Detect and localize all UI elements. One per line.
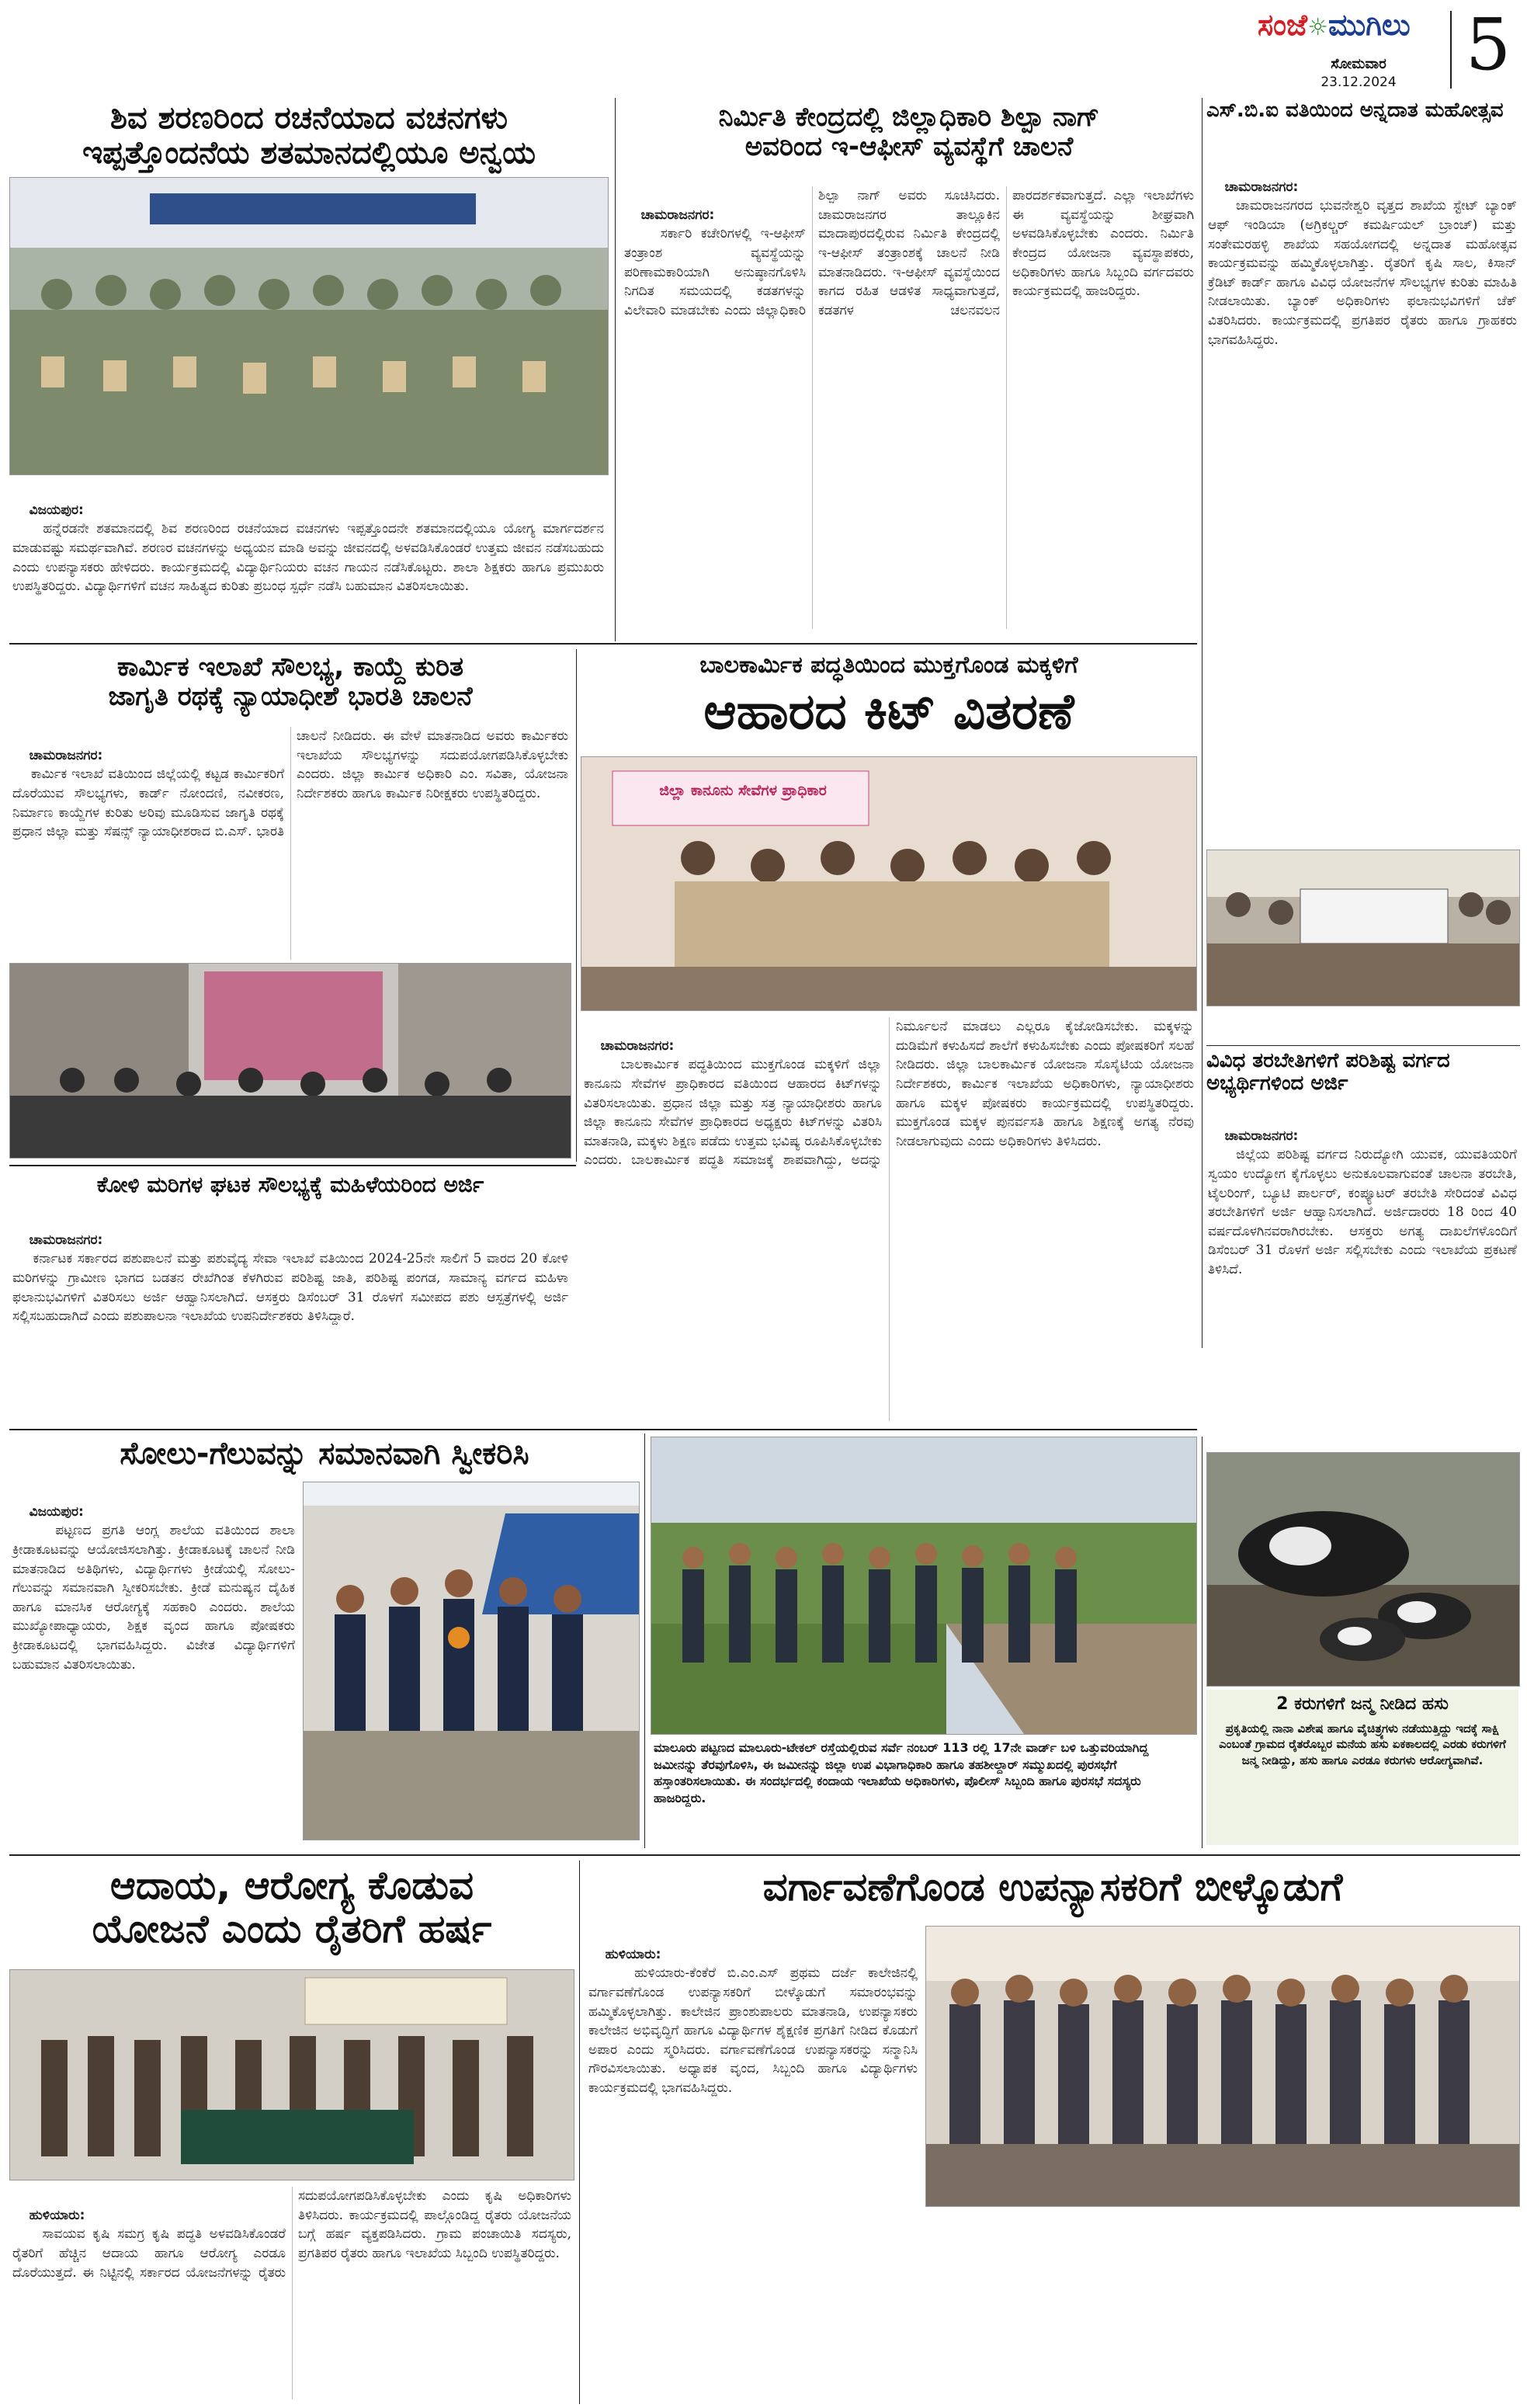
headline-line-2: ಯೋಜನೆ ಎಂದು ರೈತರಿಗೆ ಹರ್ಷ xyxy=(92,1906,492,1951)
headline-line-1: ಆದಾಯ, ಆರೋಗ್ಯ ಕೊಡುವ xyxy=(109,1863,474,1908)
dateline: ಚಾಮರಾಜನಗರ: xyxy=(640,207,715,223)
article-body xyxy=(584,1017,1199,1421)
masthead-day: ಸೋಮವಾರ xyxy=(1331,56,1386,72)
column-rule xyxy=(1202,98,1203,1348)
article-body xyxy=(624,186,1199,629)
body-text: ಜಿಲ್ಲೆಯ ಪರಿಶಿಷ್ಟ ವರ್ಗದ ನಿರುದ್ಯೋಗಿ ಯುವಕ, ಯುವತಿಯರಿಗೆ ಸ್ವಯಂ ಉದ್ಯೋಗ ಕೈಗೊಳ್ಳಲು ಅನುಕೂಲವಾಗುವಂತೆ ಚಾಲನಾ ತರಬೇತಿ, ಟೈಲರಿಂಗ್, ಬ್ಯೂಟಿ ಪಾರ್ಲರ್, ಕಂಪ್ಯೂಟರ್ ತರಬೇತಿ ಸೇರಿದಂತೆ ವಿವಿಧ ತರಬೇತಿಗಳಿಗೆ ಅರ್ಜಿ ಆಹ್ವಾನಿಸಲಾಗಿದೆ. ಅರ್ಜಿದಾರರು 18 ರಿಂದ 40 ವರ್ಷದೊಳಗಿನವರಾಗಿರಬೇಕು. ಆಸಕ್ತರು ಅಗತ್ಯ ದಾಖಲೆಗಳೊಂದಿಗೆ ಡಿಸೆಂಬರ್ 31 ರೊಳಗೆ ಅರ್ಜಿ ಸಲ್ಲಿಸಬೇಕು ಎಂದು ಇಲಾಖೆಯ ಪ್ರಕಟಣೆ ತಿಳಿಸಿದೆ. xyxy=(1208,1147,1522,1278)
banner-text: ಜಿಲ್ಲಾ ಕಾನೂನು ಸೇವೆಗಳ ಪ್ರಾಧಿಕಾರ xyxy=(659,782,827,799)
photo-cow-calves xyxy=(1206,1452,1520,1687)
article-body xyxy=(1208,158,1522,749)
masthead xyxy=(1258,3,1522,93)
headline xyxy=(9,652,571,711)
article-cow xyxy=(1206,1452,1520,1848)
dateline: ಚಾಮರಾಜನಗರ: xyxy=(29,1232,103,1248)
headline: ಎಸ್.ಬಿ.ಐ ವತಿಯಿಂದ ಅನ್ನದಾತ ಮಹೋತ್ಸವ xyxy=(1206,99,1504,122)
article-body xyxy=(1208,1107,1522,1441)
article-body xyxy=(12,727,573,960)
article-sports xyxy=(9,1433,640,1848)
headline-kicker: ಬಾಲಕಾರ್ಮಿಕ ಪದ್ಧತಿಯಿಂದ ಮುಕ್ತಗೊಂಡ ಮಕ್ಕಳಿಗೆ xyxy=(699,652,1078,679)
dateline: ಚಾಮರಾಜನಗರ: xyxy=(1224,1128,1299,1144)
torch-photo-image xyxy=(304,1482,639,1840)
masthead-logo xyxy=(1258,8,1444,54)
article-body xyxy=(12,1483,300,1843)
column-rule xyxy=(615,98,616,641)
dateline: ಚಾಮರಾಜನಗರ: xyxy=(600,1037,675,1054)
farmers-photo-image xyxy=(10,1970,574,2180)
photo-caption: ಮಾಲೂರು ಪಟ್ಟಣದ ಮಾಲೂರು-ಟೇಕಲ್ ರಸ್ತೆಯಲ್ಲಿರುವ ಸರ್ವೆ ನಂಬರ್ 113 ರಲ್ಲಿ 17ನೇ ವಾರ್ಡ್ ಬಳಿ ಒತ್ತುವರಿಯಾಗಿದ್ದ ಜಮೀನನ್ನು ತೆರವುಗೊಳಿಸಿ, ಈ ಜಮೀನನ್ನು ಜಿಲ್ಲಾ ಉಪ ವಿಭಾಗಾಧಿಕಾರಿ ಹಾಗೂ ತಹಶೀಲ್ದಾರ್ ಸಮ್ಮುಖದಲ್ಲಿ ಪುರಸಭೆಗೆ ಹಸ್ತಾಂತರಿಸಲಾಯಿತು. ಈ ಸಂದರ್ಭದಲ್ಲಿ ಕಂದಾಯ ಇಲಾಖೆಯ ಅಧಿಕಾರಿಗಳು, ಪೊಲೀಸ್ ಸಿಬ್ಬಂದಿ ಹಾಗೂ ಪುರಸಭೆ ಸದಸ್ಯರು ಹಾಜರಿದ್ದರು. xyxy=(654,1740,1149,1805)
photo-sports-torch xyxy=(303,1482,640,1840)
headline-main: ಆಹಾರದ ಕಿಟ್ ವಿತರಣೆ xyxy=(703,683,1074,741)
column-rule xyxy=(579,1861,580,2404)
article-body xyxy=(12,2187,576,2399)
section-rule xyxy=(9,1165,576,1166)
headline: ವರ್ಗಾವಣೆಗೊಂಡ ಉಪನ್ಯಾಸಕರಿಗೆ ಬೀಳ್ಕೊಡುಗೆ xyxy=(762,1864,1343,1909)
logo-part-a: ಸಂಜೆ xyxy=(1258,8,1308,42)
headline-line-1: ಶಿವ ಶರಣರಿಂದ ರಚನೆಯಾದ ವಚನಗಳು xyxy=(110,100,508,136)
article-farmers xyxy=(9,1861,574,2404)
article-poultry xyxy=(9,1169,571,1426)
headline-line-2: ಅವರಿಂದ ಇ-ಆಫೀಸ್ ವ್ಯವಸ್ಥೆಗೆ ಚಾಲನೆ xyxy=(744,131,1074,163)
article-training xyxy=(1206,1045,1520,1449)
logo-part-b: ಮುಗಿಲು xyxy=(1327,8,1411,42)
section-rule xyxy=(9,1854,1520,1856)
headline xyxy=(9,1864,574,1951)
masthead-date: 23.12.2024 xyxy=(1321,75,1397,90)
photo-students-vachana xyxy=(9,177,609,475)
photo-awareness-rath xyxy=(9,963,571,1159)
section-rule xyxy=(1206,1045,1520,1046)
headline xyxy=(9,101,609,171)
headline: ಸೋಲು-ಗೆಲುವನ್ನು ಸಮಾನವಾಗಿ ಸ್ವೀಕರಿಸಿ xyxy=(120,1436,529,1472)
article-labour xyxy=(9,649,571,1162)
headline-line-2: ಜಾಗೃತಿ ರಥಕ್ಕೆ ನ್ಯಾಯಾಧೀಶೆ ಭಾರತಿ ಚಾಲನೆ xyxy=(108,681,473,713)
column-rule xyxy=(1202,1437,1203,1848)
article-body xyxy=(12,1211,573,1421)
rath-photo-image xyxy=(10,964,571,1158)
photo-land-site xyxy=(651,1437,1197,1735)
palm-icon: ☼ xyxy=(1307,14,1328,41)
body-text: ಚಾಮರಾಜನಗರದ ಭುವನೇಶ್ವರಿ ವೃತ್ತದ ಶಾಖೆಯ ಸ್ಟೇಟ್ ಬ್ಯಾಂಕ್ ಆಫ್ ಇಂಡಿಯಾ (ಅಗ್ರಿಕಲ್ಚರ್ ಕಮರ್ಷಿಯಲ್ ಬ್ರಾಂಚ್) ಮತ್ತು ಸಂತೇಮರಹಳ್ಳಿ ಶಾಖೆಯ ಸಹಯೋಗದಲ್ಲಿ ಅನ್ನದಾತ ಮಹೋತ್ಸವ ಕಾರ್ಯಕ್ರಮವನ್ನು ಹಮ್ಮಿಕೊಳ್ಳಲಾಗಿತ್ತು. ರೈತರಿಗೆ ಕೃಷಿ ಸಾಲ, ಕಿಸಾನ್ ಕ್ರೆಡಿಟ್ ಕಾರ್ಡ್ ಹಾಗೂ ವಿವಿಧ ಯೋಜನೆಗಳ ಸೌಲಭ್ಯಗಳ ಕುರಿತು ಮಾಹಿತಿ ನೀಡಲಾಯಿತು. ಬ್ಯಾಂಕ್ ಅಧಿಕಾರಿಗಳು ಫಲಾನುಭವಿಗಳಿಗೆ ಚೆಕ್ ವಿತರಿಸಿದರು. ಕಾರ್ಯಕ್ರಮದಲ್ಲಿ ಪ್ರಗತಿಪರ ರೈತರು ಹಾಗೂ ಗ್ರಾಹಕರು ಭಾಗವಹಿಸಿದ್ದರು. xyxy=(1208,198,1522,348)
cow-caption-text: ಪ್ರಕೃತಿಯಲ್ಲಿ ನಾನಾ ವಿಶೇಷ ಹಾಗೂ ವೈಚಿತ್ರ್ಯಗಳು ನಡೆಯುತ್ತಿದ್ದು ಇದಕ್ಕೆ ಸಾಕ್ಷಿ ಎಂಬಂತೆ ಗ್ರಾಮದ ರೈತರೊಬ್ಬರ ಮನೆಯ ಹಸು ಏಕಕಾಲದಲ್ಲಿ ಎರಡು ಕರುಗಳಿಗೆ ಜನ್ಮ ನೀಡಿದ್ದು, ಹಸು ಹಾಗೂ ಎರಡೂ ಕರುಗಳು ಆರೋಗ್ಯವಾಗಿವೆ. xyxy=(1219,1722,1506,1767)
cow-caption-title: 2 ಕರುಗಳಿಗೆ ಜನ್ಮ ನೀಡಿದ ಹಸು xyxy=(1276,1694,1449,1714)
cow-caption-box xyxy=(1206,1690,1518,1845)
photo-cheque-handover xyxy=(1206,850,1520,1006)
headline xyxy=(621,103,1197,162)
dateline: ಚಾಮರಾಜನಗರ: xyxy=(1224,179,1299,195)
body-text: ಕರ್ನಾಟಕ ಸರ್ಕಾರದ ಪಶುಪಾಲನೆ ಮತ್ತು ಪಶುವೈದ್ಯ ಸೇವಾ ಇಲಾಖೆ ವತಿಯಿಂದ 2024-25ನೇ ಸಾಲಿಗೆ 5 ವಾರದ 20 ಕೋಳಿ ಮರಿಗಳನ್ನು ಗ್ರಾಮೀಣ ಭಾಗದ ಬಡತನ ರೇಖೆಗಿಂತ ಕೆಳಗಿರುವ ಪರಿಶಿಷ್ಟ ಜಾತಿ, ಪರಿಶಿಷ್ಟ ಪಂಗಡ, ಸಾಮಾನ್ಯ ವರ್ಗದ ಮಹಿಳಾ ಫಲಾನುಭವಿಗಳಿಗೆ ವಿತರಿಸಲು ಅರ್ಜಿ ಆಹ್ವಾನಿಸಲಾಗಿದೆ. ಆಸಕ್ತರು ಡಿಸೆಂಬರ್ 31 ರೊಳಗೆ ಸಮೀಪದ ಪಶು ಆಸ್ಪತ್ರೆಗಳಲ್ಲಿ ಅರ್ಜಿ ಸಲ್ಲಿಸಬಹುದಾಗಿದೆ ಎಂದು ಪಶುಪಾಲನಾ ಇಲಾಖೆಯ ಉಪನಿರ್ದೇಶಕರು ತಿಳಿಸಿದ್ದಾರೆ. xyxy=(12,1251,573,1325)
dateline: ಚಾಮರಾಜನಗರ: xyxy=(29,747,103,763)
headline-line-1: ಕಾರ್ಮಿಕ ಇಲಾಖೆ ಸೌಲಭ್ಯ, ಕಾಯ್ದೆ ಕುರಿತ xyxy=(116,652,464,683)
land-photo-image xyxy=(651,1437,1196,1734)
body-text: ಸಾವಯವ ಕೃಷಿ ಸಮಗ್ರ ಕೃಷಿ ಪದ್ಧತಿ ಅಳವಡಿಸಿಕೊಂಡರೆ ರೈತರಿಗೆ ಹೆಚ್ಚಿನ ಆದಾಯ ಹಾಗೂ ಆರೋಗ್ಯ ಎರಡೂ ದೊರೆಯುತ್ತದೆ. ಈ ನಿಟ್ಟಿನಲ್ಲಿ ಸರ್ಕಾರದ ಯೋಜನೆಗಳನ್ನು ರೈತರು ಸದುಪಯೋಗಪಡಿಸಿಕೊಳ್ಳಬೇಕು ಎಂದು ಕೃಷಿ ಅಧಿಕಾರಿಗಳು ತಿಳಿಸಿದರು. ಕಾರ್ಯಕ್ರಮದಲ್ಲಿ ಪಾಲ್ಗೊಂಡಿದ್ದ ರೈತರು ಯೋಜನೆಯ ಬಗ್ಗೆ ಹರ್ಷ ವ್ಯಕ್ತಪಡಿಸಿದರು. ಗ್ರಾಮ ಪಂಚಾಯಿತಿ ಸದಸ್ಯರು, ಪ್ರಗತಿಪರ ರೈತರು ಹಾಗೂ ಇಲಾಖೆಯ ಸಿಬ್ಬಂದಿ ಉಪಸ್ಥಿತರಿದ್ದರು. xyxy=(12,2188,576,2281)
dateline: ಹುಳಿಯಾರು: xyxy=(29,2207,85,2223)
group-photo-image xyxy=(10,178,608,474)
article-land-clearance xyxy=(651,1437,1197,1848)
article-vachana xyxy=(9,93,609,637)
page-number: 5 xyxy=(1465,3,1511,86)
headline-line-1: ನಿರ್ಮಿತಿ ಕೇಂದ್ರದಲ್ಲಿ ಜಿಲ್ಲಾಧಿಕಾರಿ ಶಿಲ್ಪಾ ನಾಗ್ xyxy=(718,102,1100,133)
article-body-top xyxy=(588,1926,922,2399)
dateline: ಹುಳಿಯಾರು: xyxy=(605,1946,661,1962)
section-rule xyxy=(9,643,1197,645)
article-eoffice xyxy=(621,93,1197,637)
photo-farewell xyxy=(925,1926,1520,2207)
article-foodkit xyxy=(581,649,1197,1426)
body-text: ಹುಳಿಯಾರು-ಕೆಂಕೆರೆ ಬಿ.ಎಂ.ಎಸ್ ಪ್ರಥಮ ದರ್ಜೆ ಕಾಲೇಜಿನಲ್ಲಿ ವರ್ಗಾವಣೆಗೊಂಡ ಉಪನ್ಯಾಸಕರಿಗೆ ಬೀಳ್ಕೊಡುಗೆ ಸಮಾರಂಭವನ್ನು ಹಮ್ಮಿಕೊಳ್ಳಲಾಗಿತ್ತು. ಕಾಲೇಜಿನ ಪ್ರಾಂಶುಪಾಲರು ಮಾತನಾಡಿ, ಉಪನ್ಯಾಸಕರು ಕಾಲೇಜಿನ ಅಭಿವೃದ್ಧಿಗೆ ಹಾಗೂ ವಿದ್ಯಾರ್ಥಿಗಳ ಶೈಕ್ಷಣಿಕ ಪ್ರಗತಿಗೆ ನೀಡಿದ ಕೊಡುಗೆ ಅಪಾರ ಎಂದು ಸ್ಮರಿಸಿದರು. ವರ್ಗಾವಣೆಗೊಂಡ ಉಪನ್ಯಾಸಕರನ್ನು ಸನ್ಮಾನಿಸಿ ಗೌರವಿಸಲಾಯಿತು. ಅಧ್ಯಾಪಕ ವೃಂದ, ಸಿಬ್ಬಂದಿ ಹಾಗೂ ವಿದ್ಯಾರ್ಥಿಗಳು ಕಾರ್ಯಕ್ರಮದಲ್ಲಿ ಭಾಗವಹಿಸಿದ್ದರು. xyxy=(588,1965,922,2097)
body-text: ಸರ್ಕಾರಿ ಕಚೇರಿಗಳಲ್ಲಿ ಇ-ಆಫೀಸ್ ತಂತ್ರಾಂಶ ವ್ಯವಸ್ಥೆಯನ್ನು ಪರಿಣಾಮಕಾರಿಯಾಗಿ ಅನುಷ್ಠಾನಗೊಳಿಸಿ ನಿಗದಿತ ಸಮಯದಲ್ಲಿ ಕಡತಗಳನ್ನು ವಿಲೇವಾರಿ ಮಾಡಬೇಕು ಎಂದು ಜಿಲ್ಲಾಧಿಕಾರಿ ಶಿಲ್ಪಾ ನಾಗ್ ಅವರು ಸೂಚಿಸಿದರು. ಚಾಮರಾಜನಗರ ತಾಲ್ಲೂಕಿನ ಮಾದಾಪುರದಲ್ಲಿರುವ ನಿರ್ಮಿತಿ ಕೇಂದ್ರದಲ್ಲಿ ಇ-ಆಫೀಸ್ ತಂತ್ರಾಂಶಕ್ಕೆ ಚಾಲನೆ ನೀಡಿ ಮಾತನಾಡಿದರು. ಇ-ಆಫೀಸ್ ವ್ಯವಸ್ಥೆಯಿಂದ ಕಾಗದ ರಹಿತ ಆಡಳಿತ ಸಾಧ್ಯವಾಗುತ್ತದೆ, ಕಡತಗಳ ಚಲನವಲನ ಪಾರದರ್ಶಕವಾಗುತ್ತದೆ. ಎಲ್ಲಾ ಇಲಾಖೆಗಳು ಈ ವ್ಯವಸ್ಥೆಯನ್ನು ಶೀಘ್ರವಾಗಿ ಅಳವಡಿಸಿಕೊಳ್ಳಬೇಕು ಎಂದರು. ನಿರ್ಮಿತಿ ಕೇಂದ್ರದ ಯೋಜನಾ ವ್ಯವಸ್ಥಾಪಕರು, ಅಧಿಕಾರಿಗಳು ಹಾಗೂ ಸಿಬ್ಬಂದಿ ವರ್ಗದವರು ಕಾರ್ಯಕ್ರಮದಲ್ಲಿ ಹಾಜರಿದ್ದರು. xyxy=(624,188,1199,318)
cheque-photo-image xyxy=(1207,850,1519,1006)
body-text: ಬಾಲಕಾರ್ಮಿಕ ಪದ್ಧತಿಯಿಂದ ಮುಕ್ತಗೊಂಡ ಮಕ್ಕಳಿಗೆ ಜಿಲ್ಲಾ ಕಾನೂನು ಸೇವೆಗಳ ಪ್ರಾಧಿಕಾರದ ವತಿಯಿಂದ ಆಹಾರದ ಕಿಟ್‌ಗಳನ್ನು ವಿತರಿಸಲಾಯಿತು. ಪ್ರಧಾನ ಜಿಲ್ಲಾ ಮತ್ತು ಸತ್ರ ನ್ಯಾಯಾಧೀಶರು ಹಾಗೂ ಜಿಲ್ಲಾ ಕಾನೂನು ಸೇವೆಗಳ ಪ್ರಾಧಿಕಾರದ ಅಧ್ಯಕ್ಷರು ಕಿಟ್‌ಗಳನ್ನು ವಿತರಿಸಿ ಮಾತನಾಡಿ, ಮಕ್ಕಳು ಶಿಕ್ಷಣ ಪಡೆದು ಉತ್ತಮ ಭವಿಷ್ಯ ರೂಪಿಸಿಕೊಳ್ಳಬೇಕು ಎಂದರು. ಬಾಲಕಾರ್ಮಿಕ ಪದ್ಧತಿ ಸಮಾಜಕ್ಕೆ ಶಾಪವಾಗಿದ್ದು, ಅದನ್ನು ನಿರ್ಮೂಲನೆ ಮಾಡಲು ಎಲ್ಲರೂ ಕೈಜೋಡಿಸಬೇಕು. ಮಕ್ಕಳನ್ನು ದುಡಿಮೆಗೆ ಕಳುಹಿಸದೆ ಶಾಲೆಗೆ ಕಳುಹಿಸಬೇಕು ಎಂದು ಪೋಷಕರಿಗೆ ಸಲಹೆ ನೀಡಿದರು. ಜಿಲ್ಲಾ ಬಾಲಕಾರ್ಮಿಕ ಯೋಜನಾ ಸೊಸೈಟಿಯ ಯೋಜನಾ ನಿರ್ದೇಶಕರು, ಕಾರ್ಮಿಕ ಇಲಾಖೆಯ ಅಧಿಕಾರಿಗಳು, ನ್ಯಾಯಾಧೀಶರು ಹಾಗೂ ಮಕ್ಕಳ ಪೋಷಕರು ಕಾರ್ಯಕ್ರಮದಲ್ಲಿ ಉಪಸ್ಥಿತರಿದ್ದರು. ಮುಕ್ತಗೊಂಡ ಮಕ್ಕಳ ಪುನರ್ವಸತಿ ಹಾಗೂ ಶಿಕ್ಷಣಕ್ಕೆ ಅಗತ್ಯ ನೆರವು ನೀಡಲಾಗುವುದು ಎಂದು ಅಧಿಕಾರಿಗಳು ತಿಳಿಸಿದರು. xyxy=(584,1019,1199,1169)
photo-food-kit xyxy=(581,756,1197,1011)
headline: ವಿವಿಧ ತರಬೇತಿಗಳಿಗೆ ಪರಿಶಿಷ್ಟ ವರ್ಗದ ಅಭ್ಯರ್ಥಿಗಳಿಂದ ಅರ್ಜಿ xyxy=(1206,1049,1450,1096)
section-rule xyxy=(9,1429,1197,1430)
dateline: ವಿಜಯಪುರ: xyxy=(29,1503,84,1520)
body-text: ಹನ್ನೆರಡನೇ ಶತಮಾನದಲ್ಲಿ ಶಿವ ಶರಣರಿಂದ ರಚನೆಯಾದ ವಚನಗಳು ಇಪ್ಪತ್ತೊಂದನೇ ಶತಮಾನದಲ್ಲಿಯೂ ಯೋಗ್ಯ ಮಾರ್ಗದರ್ಶನ ಮಾಡುವಷ್ಟು ಸಮರ್ಥವಾಗಿವೆ. ಶರಣರ ವಚನಗಳನ್ನು ಅಧ್ಯಯನ ಮಾಡಿ ಅವನ್ನು ಜೀವನದಲ್ಲಿ ಅಳವಡಿಸಿಕೊಂಡರೆ ಉತ್ತಮ ಜೀವನ ನಡೆಸಬಹುದು ಎಂದು ಉಪನ್ಯಾಸಕರು ಹೇಳಿದರು. ಕಾರ್ಯಕ್ರಮದಲ್ಲಿ ವಿದ್ಯಾರ್ಥಿನಿಯರು ವಚನ ಗಾಯನ ನಡೆಸಿಕೊಟ್ಟರು. ಶಾಲಾ ಶಿಕ್ಷಕರು ಹಾಗೂ ಪ್ರಮುಖರು ಉಪಸ್ಥಿತರಿದ್ದರು. ವಿದ್ಯಾರ್ಥಿಗಳಿಗೆ ವಚನ ಸಾಹಿತ್ಯದ ಕುರಿತು ಪ್ರಬಂಧ ಸ್ಪರ್ಧೆ ನಡೆಸಿ ಬಹುಮಾನ ವಿತರಿಸಲಾಯಿತು. xyxy=(12,521,609,595)
article-body xyxy=(12,481,609,634)
masthead-divider xyxy=(1450,11,1452,89)
headline: ಕೋಳಿ ಮರಿಗಳ ಘಟಕ ಸೌಲಭ್ಯಕ್ಕೆ ಮಹಿಳೆಯರಿಂದ ಅರ್ಜಿ xyxy=(96,1172,484,1197)
column-rule xyxy=(644,1433,645,1848)
cow-photo-image xyxy=(1207,1453,1519,1686)
headline-line-2: ಇಪ್ಪತ್ತೊಂದನೆಯ ಶತಮಾನದಲ್ಲಿಯೂ ಅನ್ವಯ xyxy=(82,134,536,171)
body-text: ಕಾರ್ಮಿಕ ಇಲಾಖೆ ವತಿಯಿಂದ ಜಿಲ್ಲೆಯಲ್ಲಿ ಕಟ್ಟಡ ಕಾರ್ಮಿಕರಿಗೆ ದೊರೆಯುವ ಸೌಲಭ್ಯಗಳು, ಕಾರ್ಡ್ ನೋಂದಣಿ, ನವೀಕರಣ, ನಿರ್ಮಾಣ ಕಾಯ್ದೆಗಳ ಕುರಿತು ಅರಿವು ಮೂಡಿಸುವ ಜಾಗೃತಿ ರಥಕ್ಕೆ ಪ್ರಧಾನ ಜಿಲ್ಲಾ ಮತ್ತು ಸೆಷನ್ಸ್ ನ್ಯಾಯಾಧೀಶರಾದ ಬಿ.ಎಸ್. ಭಾರತಿ ಚಾಲನೆ ನೀಡಿದರು. ಈ ವೇಳೆ ಮಾತನಾಡಿದ ಅವರು ಕಾರ್ಮಿಕರು ಇಲಾಖೆಯ ಸೌಲಭ್ಯಗಳನ್ನು ಸದುಪಯೋಗಪಡಿಸಿಕೊಳ್ಳಬೇಕು ಎಂದರು. ಜಿಲ್ಲಾ ಕಾರ್ಮಿಕ ಅಧಿಕಾರಿ ಎಂ. ಸವಿತಾ, ಯೋಜನಾ ನಿರ್ದೇಶಕರು ಹಾಗೂ ಕಾರ್ಮಿಕ ನಿರೀಕ್ಷಕರು ಉಪಸ್ಥಿತರಿದ್ದರು. xyxy=(12,728,573,840)
column-rule xyxy=(576,649,577,1162)
article-annadata xyxy=(1206,99,1520,1039)
dateline: ವಿಜಯಪುರ: xyxy=(29,502,84,518)
body-text: ಪಟ್ಟಣದ ಪ್ರಗತಿ ಆಂಗ್ಲ ಶಾಲೆಯ ವತಿಯಿಂದ ಶಾಲಾ ಕ್ರೀಡಾಕೂಟವನ್ನು ಆಯೋಜಿಸಲಾಗಿತ್ತು. ಕ್ರೀಡಾಕೂಟಕ್ಕೆ ಚಾಲನೆ ನೀಡಿ ಮಾತನಾಡಿದ ಅತಿಥಿಗಳು, ವಿದ್ಯಾರ್ಥಿಗಳು ಕ್ರೀಡೆಯಲ್ಲಿ ಸೋಲು-ಗೆಲುವನ್ನು ಸಮಾನವಾಗಿ ಸ್ವೀಕರಿಸಬೇಕು. ಕ್ರೀಡೆ ಮನುಷ್ಯನ ದೈಹಿಕ ಹಾಗೂ ಮಾನಸಿಕ ಆರೋಗ್ಯಕ್ಕೆ ಸಹಕಾರಿ ಎಂದರು. ಶಾಲೆಯ ಮುಖ್ಯೋಪಾಧ್ಯಾಯರು, ಶಿಕ್ಷಕ ವೃಂದ ಹಾಗೂ ಪೋಷಕರು ಕ್ರೀಡಾಕೂಟದಲ್ಲಿ ಭಾಗವಹಿಸಿದ್ದರು. ವಿಜೇತ ವಿದ್ಯಾರ್ಥಿಗಳಿಗೆ ಬಹುಮಾನ ವಿತರಿಸಲಾಯಿತು. xyxy=(12,1523,300,1673)
article-lecturers xyxy=(585,1861,1520,2404)
photo-farmers-meeting xyxy=(9,1969,574,2180)
farewell-photo-image xyxy=(926,1927,1519,2206)
